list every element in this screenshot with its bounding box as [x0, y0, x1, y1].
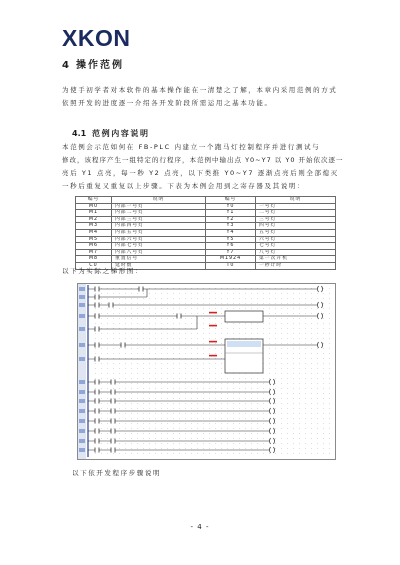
- rung-number-marker: [79, 287, 85, 291]
- register-desc-cell: 第一次开机: [256, 256, 336, 263]
- contact-gap: [95, 343, 99, 348]
- register-id-cell: M2: [76, 216, 112, 223]
- register-id-cell: Y1: [206, 210, 256, 217]
- ladder-diagram: [77, 283, 336, 460]
- register-id-cell: T0: [206, 262, 256, 269]
- register-desc-cell: 内部三号灯: [112, 216, 206, 223]
- ladder-caption: 以下为实际之梯形图：: [62, 267, 143, 275]
- register-id-cell: Y5: [206, 236, 256, 243]
- contact-gap: [95, 357, 99, 362]
- rung-number-marker: [79, 409, 85, 413]
- header-id: 编号: [206, 197, 256, 204]
- contact-gap: [95, 380, 99, 385]
- table-row: [76, 223, 336, 230]
- register-id-cell: M8: [76, 256, 112, 263]
- register-desc-cell: 内部五号灯: [112, 229, 206, 236]
- contact-gap: [95, 429, 99, 434]
- table-row: [76, 236, 336, 243]
- register-desc-cell: 七号灯: [256, 243, 336, 250]
- section-title: 范例内容说明: [92, 129, 150, 138]
- company-logo: XKON: [62, 25, 131, 51]
- register-id-cell: Y3: [206, 223, 256, 230]
- rung-number-marker: [79, 448, 85, 452]
- register-id-cell: M6: [76, 243, 112, 250]
- section-heading: [72, 129, 150, 139]
- contact-gap: [95, 303, 99, 308]
- rung-number-marker: [79, 390, 85, 394]
- table-row: [76, 243, 336, 250]
- table-row: [76, 216, 336, 223]
- register-desc-cell: 四号灯: [256, 223, 336, 230]
- contact-gap: [111, 399, 115, 404]
- rung-number-marker: [79, 327, 85, 331]
- register-desc-cell: 延时数: [112, 262, 206, 269]
- section-number: 4.1: [72, 129, 87, 138]
- table-row: [76, 210, 336, 217]
- chapter-heading: [62, 60, 124, 72]
- contact-gap: [111, 439, 115, 444]
- register-id-cell: M4: [76, 229, 112, 236]
- contact-gap: [109, 303, 113, 308]
- register-id-cell: M0: [76, 203, 112, 210]
- register-id-cell: C0: [76, 262, 112, 269]
- contact-gap: [95, 390, 99, 395]
- register-id-cell: Y2: [206, 216, 256, 223]
- function-block: [225, 311, 263, 322]
- register-desc-cell: 重置信号: [112, 256, 206, 263]
- register-desc-cell: 八号灯: [256, 249, 336, 256]
- register-id-cell: M1924: [206, 256, 256, 263]
- header-desc: 说明: [256, 197, 336, 204]
- register-table: [75, 196, 336, 270]
- red-label-marker: [209, 325, 217, 327]
- table-row: [76, 249, 336, 256]
- register-desc-cell: 五号灯: [256, 229, 336, 236]
- description-line: 亮后 Y1 点亮，每一秒 Y2 点亮，以下类推 Y0~Y7 逐渐点亮后则全部熄灭: [62, 169, 339, 177]
- rung-number-marker: [79, 295, 85, 299]
- chapter-number: 4: [62, 60, 69, 71]
- contact-gap: [95, 327, 99, 332]
- rung-number-marker: [79, 314, 85, 318]
- register-id-cell: Y7: [206, 249, 256, 256]
- ladder-grid: [90, 285, 333, 458]
- contact-gap: [111, 448, 115, 453]
- chapter-title: 操作范例: [76, 60, 124, 71]
- register-desc-cell: 内部七号灯: [112, 243, 206, 250]
- register-desc-cell: 三号灯: [256, 216, 336, 223]
- register-desc-cell: 内部一号灯: [112, 203, 206, 210]
- register-id-cell: M5: [76, 236, 112, 243]
- contact-gap: [177, 314, 181, 319]
- contact-gap: [111, 380, 115, 385]
- red-label-marker: [209, 312, 217, 314]
- rung-number-marker: [79, 399, 85, 403]
- rung-number-marker: [79, 429, 85, 433]
- register-desc-cell: 内部八号灯: [112, 249, 206, 256]
- register-table-body: [76, 203, 336, 269]
- register-id-cell: Y6: [206, 243, 256, 250]
- register-desc-cell: 内部二号灯: [112, 210, 206, 217]
- rung-number-marker: [79, 357, 85, 361]
- register-desc-cell: 一号灯: [256, 203, 336, 210]
- contact-gap: [95, 439, 99, 444]
- contact-gap: [95, 399, 99, 404]
- table-header-row: [76, 197, 336, 204]
- contact-gap: [111, 419, 115, 424]
- description-line: 一秒后重复又重复以上步骤。下表为本例会用到之寄存器及其说明：: [62, 182, 305, 190]
- contact-gap: [121, 343, 125, 348]
- contact-gap: [111, 429, 115, 434]
- block-highlight: [227, 341, 261, 347]
- red-label-marker: [209, 341, 217, 343]
- ladder-screenshot: [77, 283, 336, 460]
- register-id-cell: Y0: [206, 203, 256, 210]
- rung-number-marker: [79, 380, 85, 384]
- register-desc-cell: 二号灯: [256, 210, 336, 217]
- table-row: [76, 256, 336, 263]
- register-desc-cell: 内部四号灯: [112, 223, 206, 230]
- steps-caption: 以下依开发程序步骤说明: [72, 469, 162, 477]
- contact-gap: [139, 287, 143, 292]
- rung-number-marker: [79, 343, 85, 347]
- intro-line: 依照开发的进度逐一介绍各开发阶段所需运用之基本功能。: [62, 99, 273, 107]
- header-desc: 说明: [112, 197, 206, 204]
- red-label-marker: [209, 355, 217, 357]
- description-line: 修改，该程序产生一组特定的行程序，本范例中输出点 Y0~Y7 以 Y0 开始依次逐一: [62, 156, 344, 164]
- contact-gap: [111, 409, 115, 414]
- contact-gap: [95, 409, 99, 414]
- rung-number-marker: [79, 419, 85, 423]
- description-line: 本范例会示范如何在 FB-PLC 内建立一个跑马灯控制程序并进行测试与: [62, 143, 321, 151]
- contact-gap: [95, 314, 99, 319]
- table-row: [76, 229, 336, 236]
- rung-number-marker: [79, 303, 85, 307]
- rung-number-marker: [79, 439, 85, 443]
- register-id-cell: M7: [76, 249, 112, 256]
- contact-gap: [95, 419, 99, 424]
- register-id-cell: Y4: [206, 229, 256, 236]
- intro-line: 为使手初学者对本软件的基本操作能在一清楚之了解，本章内采用范例的方式: [62, 86, 338, 94]
- register-id-cell: M3: [76, 223, 112, 230]
- contact-gap: [95, 287, 99, 292]
- contact-gap: [95, 295, 99, 300]
- contact-gap: [111, 390, 115, 395]
- page-number: - 4 -: [190, 523, 210, 531]
- table-row: [76, 203, 336, 210]
- register-desc-cell: 六号灯: [256, 236, 336, 243]
- register-desc-cell: 一秒计时: [256, 262, 336, 269]
- register-desc-cell: 内部六号灯: [112, 236, 206, 243]
- header-id: 编号: [76, 197, 112, 204]
- register-id-cell: M1: [76, 210, 112, 217]
- contact-gap: [95, 448, 99, 453]
